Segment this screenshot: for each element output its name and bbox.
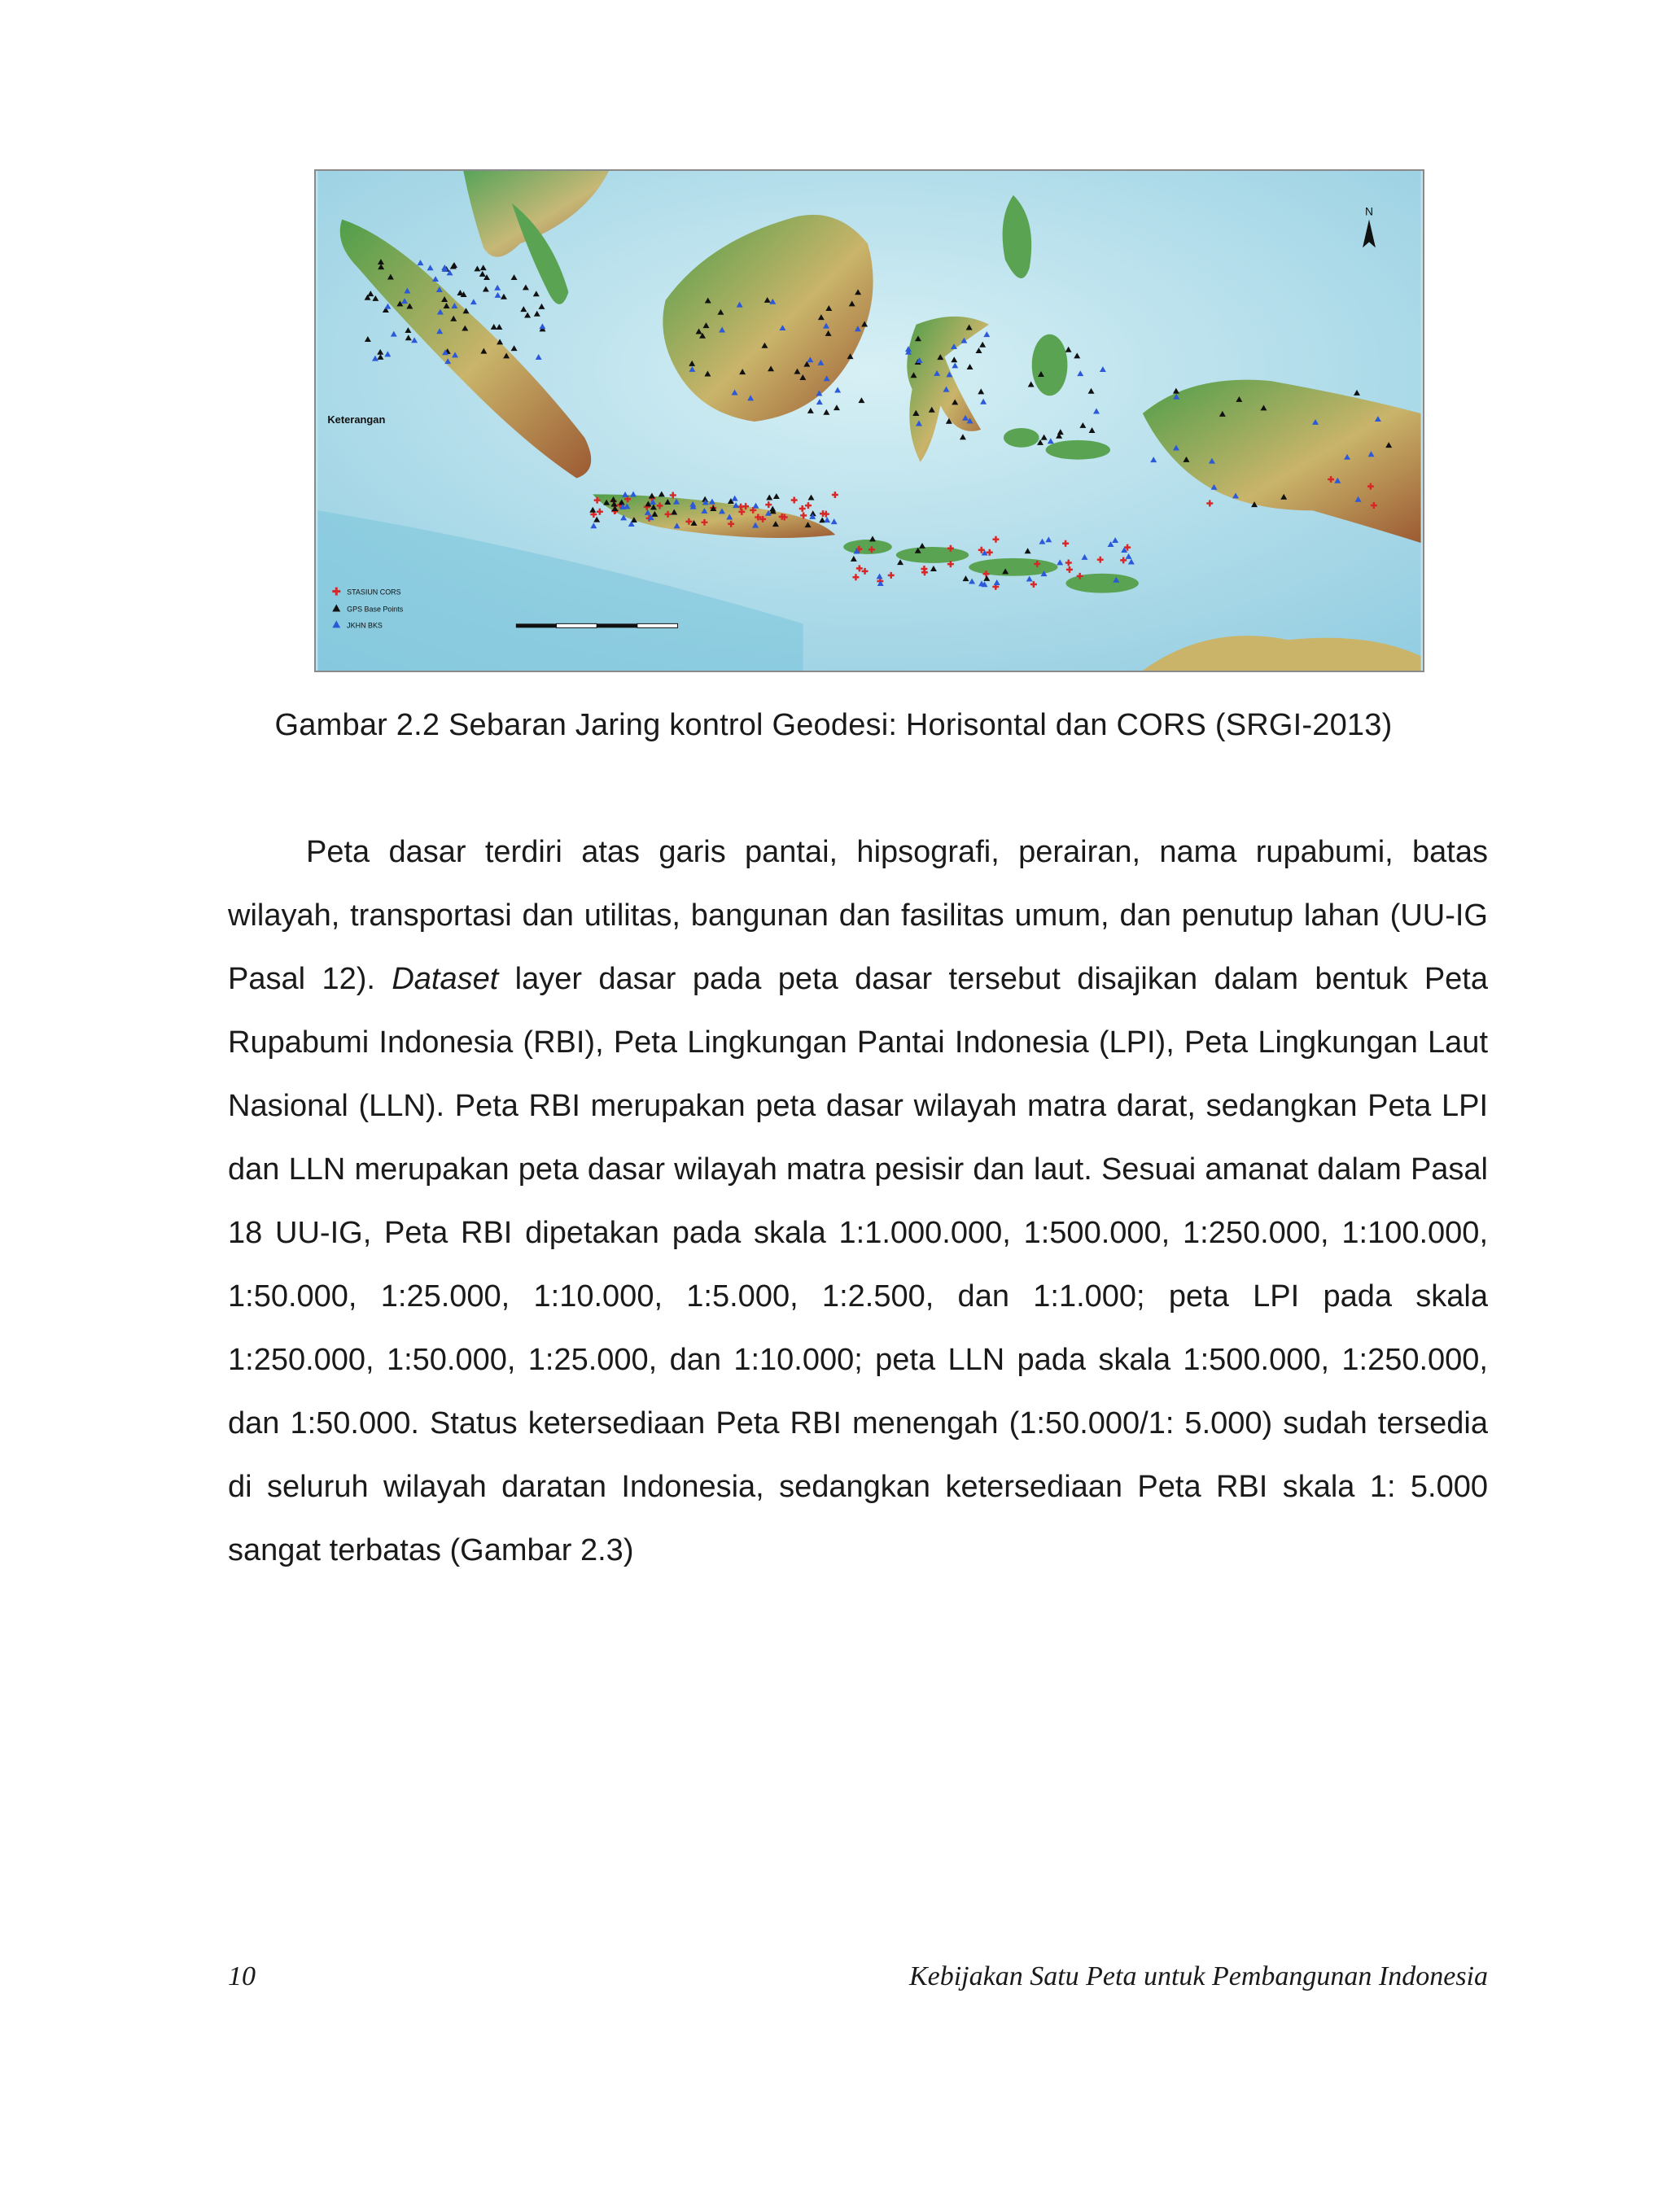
paragraph-italic-term: Dataset (392, 962, 499, 996)
scale-bar (516, 623, 678, 627)
body-paragraph (228, 820, 1488, 1582)
legend-label-gps: GPS Base Points (347, 605, 404, 614)
page-number: 10 (228, 1961, 256, 1991)
halmahera (1032, 334, 1068, 396)
legend-label-jkhn: JKHN BKS (347, 621, 383, 630)
seram (1046, 440, 1110, 460)
bali-lombok (843, 540, 892, 554)
indonesia-map (316, 171, 1423, 671)
buru (1004, 428, 1039, 448)
paragraph-part-2: layer dasar pada peta dasar tersebut disajikan dalam bentuk Peta Rupabumi Indonesia (RBI), Peta Lingkungan Pantai Indonesia (LPI), Peta Lingkungan Laut Nasional (LLN). Peta RBI merupakan peta dasar wilayah matra darat, sedangkan Peta LPI dan LLN merupakan peta dasar wilayah matra pesisir dan laut. Sesuai amanat dalam Pasal 18 UU-IG, Peta RBI dipetakan pada skala 1:1.000.000, 1:500.000, 1:250.000, 1:100.000, 1:50.000, 1:25.000, 1:10.000, 1:5.000, 1:2.500, dan 1:1.000; peta LPI pada skala 1:250.000, 1:50.000, 1:25.000, dan 1:10.000; peta LLN pada skala 1:500.000, 1:250.000, dan 1:50.000. Status ketersediaan Peta RBI menengah (1:50.000/1: 5.000) sudah tersedia di seluruh wilayah daratan Indonesia, sedangkan ketersediaan Peta RBI skala 1: 5.000 sangat terbatas (Gambar 2.3) (228, 962, 1488, 1567)
book-title: Kebijakan Satu Peta untuk Pembangunan Indonesia (908, 1961, 1488, 1991)
legend-label-cors: STASIUN CORS (347, 588, 401, 597)
figure-caption: Gambar 2.2 Sebaran Jaring kontrol Geodesi: Horisontal dan CORS (SRGI-2013) (274, 708, 1393, 742)
legend-title: Keterangan (327, 413, 386, 426)
map-figure (314, 169, 1424, 672)
sumbawa (896, 547, 969, 563)
north-label: N (1364, 204, 1374, 218)
paragraph-part-1: Peta dasar terdiri atas garis pantai, hipsografi, perairan, nama rupabumi, batas wilayah, transportasi dan utilitas, bangunan dan fasilitas umum, dan penutup lahan (UU-IG Pasal 12). (228, 835, 1488, 996)
